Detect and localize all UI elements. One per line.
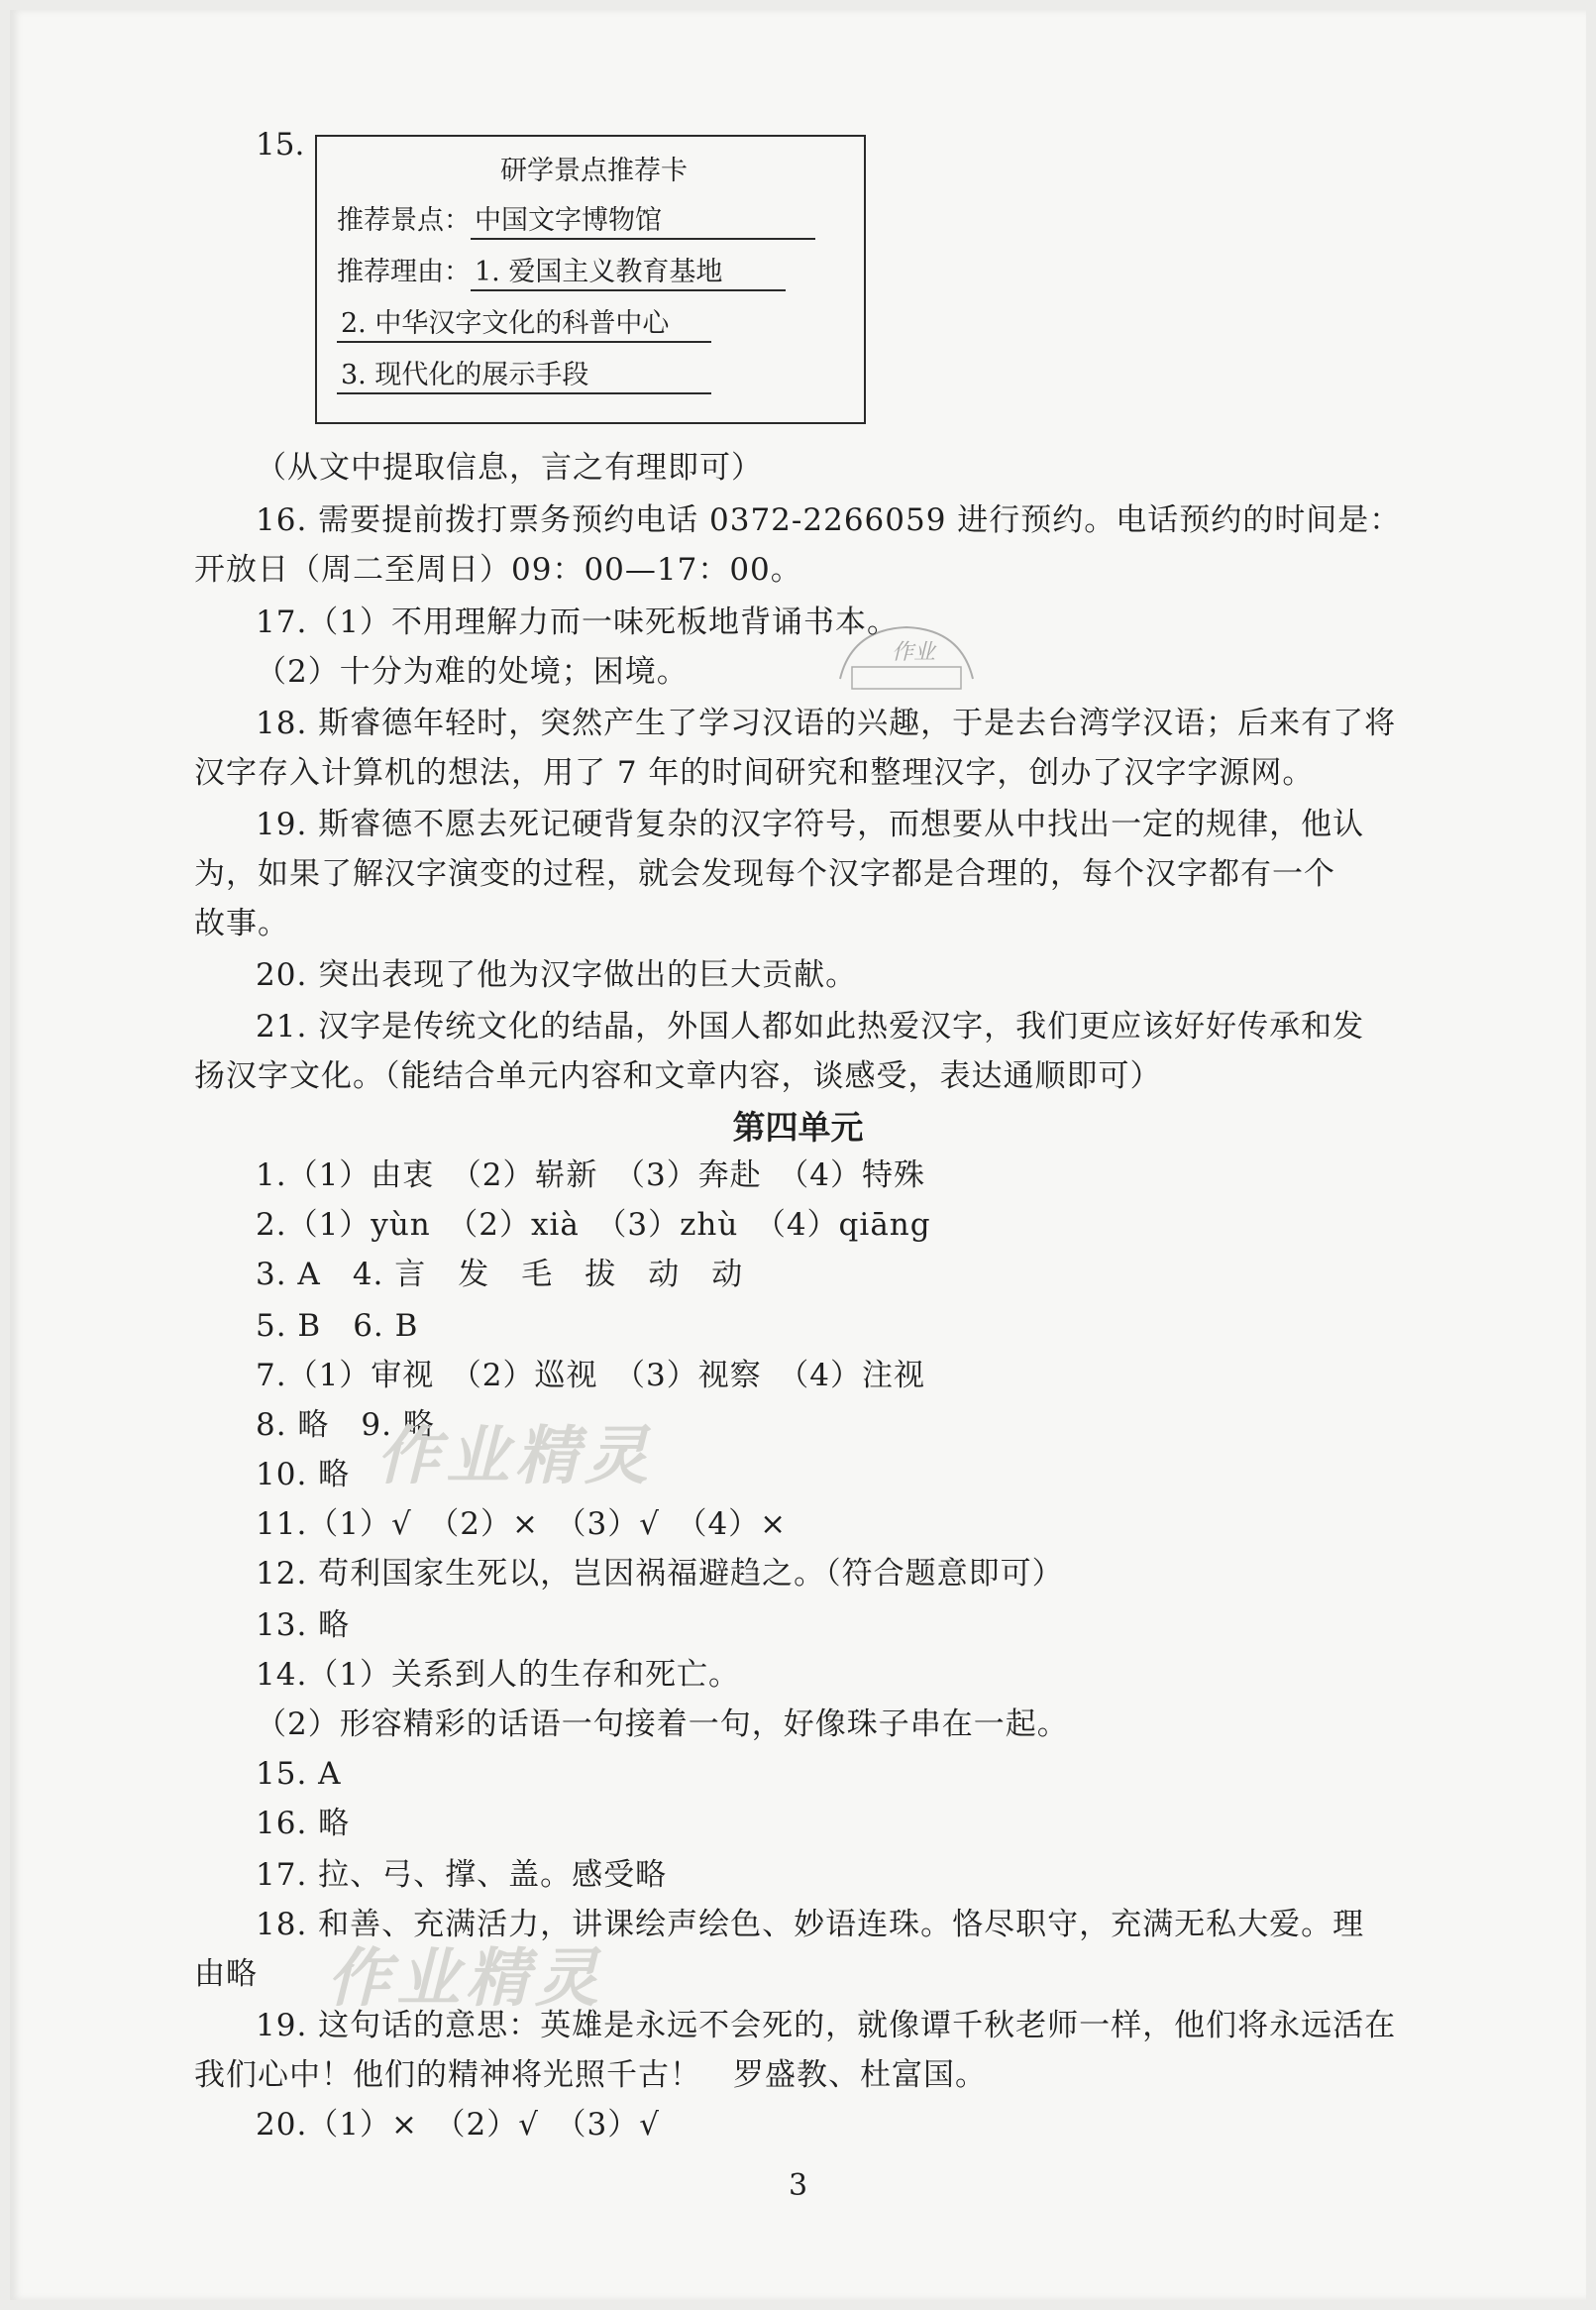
unit-answer-line: 20.（1）× （2）√ （3）√ xyxy=(256,2107,660,2143)
question-number: 15. xyxy=(256,127,305,163)
unit-answer-line: 13. 略 xyxy=(256,1607,351,1643)
reason-2: 2. 中华汉字文化的科普中心 xyxy=(337,307,711,343)
unit-answer-line: 12. 苟利国家生死以，岂因祸福避趋之。（符合题意即可） xyxy=(256,1556,1064,1592)
unit-answer-line: 19. 这句话的意思：英雄是永远不会死的，就像谭千秋老师一样，他们将永远活在 xyxy=(256,2008,1397,2043)
answer-line: 开放日（周二至周日）09：00—17：00。 xyxy=(194,552,802,588)
answer-line: 16. 需要提前拨打票务预约电话 0372-2266059 进行预约。电话预约的时间是： xyxy=(256,502,1402,538)
spot-row xyxy=(337,204,815,240)
recommendation-card xyxy=(315,135,866,424)
unit-answer-line: 8. 略 9. 略 xyxy=(256,1407,435,1443)
reason-row xyxy=(337,256,786,291)
answer-line: 21. 汉字是传统文化的结晶，外国人都如此热爱汉字，我们更应该好好传承和发 xyxy=(256,1009,1365,1045)
unit-answer-line: 1.（1）由衷 （2）崭新 （3）奔赴 （4）特殊 xyxy=(256,1157,925,1193)
reason-3: 3. 现代化的展示手段 xyxy=(337,359,711,394)
reason-row-2 xyxy=(337,307,711,343)
answer-line: 17.（1）不用理解力而一味死板地背诵书本。 xyxy=(256,605,900,640)
unit-answer-line: 17. 拉、弓、撑、盖。感受略 xyxy=(256,1857,668,1893)
page-number: 3 xyxy=(788,2168,808,2203)
answer-line: 为，如果了解汉字演变的过程，就会发现每个汉字都是合理的，每个汉字都有一个 xyxy=(194,856,1335,892)
answer-line: 故事。 xyxy=(194,906,289,941)
watermark-logo: 作业精灵 xyxy=(376,1420,654,1493)
spot-value: 中国文字博物馆 xyxy=(471,204,815,240)
unit-answer-line: 5. B 6. B xyxy=(256,1308,419,1344)
stamp-logo xyxy=(832,619,981,699)
unit-answer-line: 14.（1）关系到人的生存和死亡。 xyxy=(256,1657,741,1693)
reason-1: 1. 爱国主义教育基地 xyxy=(471,256,786,291)
unit-answer-line: 3. A 4. 言 发 毛 拔 动 动 xyxy=(256,1257,744,1292)
svg-text:作业: 作业 xyxy=(892,640,936,665)
card-title: 研学景点推荐卡 xyxy=(500,156,688,186)
unit-answer-line: 11.（1）√ （2）× （3）√ （4）× xyxy=(256,1506,788,1542)
unit-answer-line: （2）形容精彩的话语一句接着一句，好像珠子串在一起。 xyxy=(256,1706,1069,1742)
reason-label: 推荐理由： xyxy=(337,257,471,287)
answer-line: 20. 突出表现了他为汉字做出的巨大贡献。 xyxy=(256,957,858,993)
answer-line: 19. 斯睿德不愿去死记硬背复杂的汉字符号，而想要从中找出一定的规律，他认 xyxy=(256,807,1365,842)
unit-answer-line: 我们心中！他们的精神将光照千古！ 罗盛教、杜富国。 xyxy=(194,2057,987,2093)
answer-line: （从文中提取信息，言之有理即可） xyxy=(256,450,763,486)
unit-answer-line: 18. 和善、充满活力，讲课绘声绘色、妙语连珠。恪尽职守，充满无私大爱。理 xyxy=(256,1907,1365,1942)
answer-line: 18. 斯睿德年轻时，突然产生了学习汉语的兴趣，于是去台湾学汉语；后来有了将 xyxy=(256,706,1397,741)
watermark-logo: 作业精灵 xyxy=(327,1942,604,2016)
unit-heading: 第四单元 xyxy=(732,1108,864,1147)
answer-line: 扬汉字文化。（能结合单元内容和文章内容，谈感受，表达通顺即可） xyxy=(194,1058,1162,1094)
unit-answer-line: 2.（1）yùn （2）xià （3）zhù （4）qiāng xyxy=(256,1207,931,1243)
unit-answer-line: 15. A xyxy=(256,1756,342,1792)
answer-line: （2）十分为难的处境；困境。 xyxy=(256,654,689,690)
answer-line: 汉字存入计算机的想法，用了 7 年的时间研究和整理汉字，创办了汉字字源网。 xyxy=(194,755,1315,791)
unit-answer-line: 10. 略 xyxy=(256,1457,351,1492)
unit-answer-line: 16. 略 xyxy=(256,1806,351,1841)
unit-answer-line: 7.（1）审视 （2）巡视 （3）视察 （4）注视 xyxy=(256,1358,925,1393)
reason-row-3 xyxy=(337,359,711,394)
unit-answer-line: 由略 xyxy=(194,1956,258,1992)
spot-label: 推荐景点： xyxy=(337,205,471,236)
